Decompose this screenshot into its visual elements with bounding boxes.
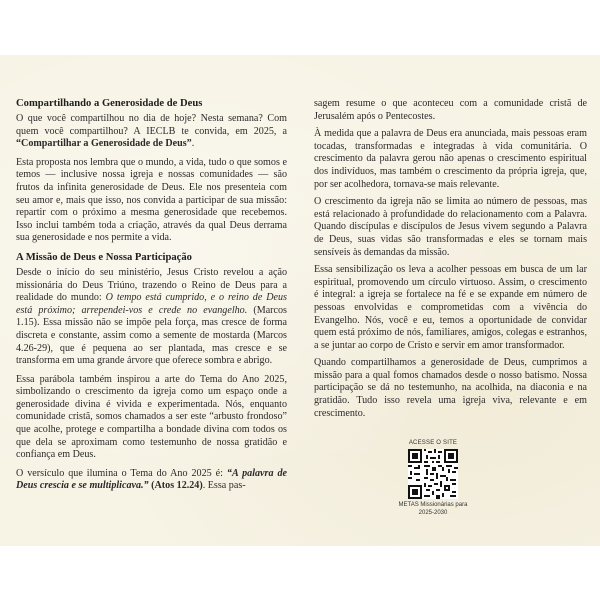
right-column <box>314 98 587 425</box>
qr-code-icon[interactable] <box>408 449 458 499</box>
heading-compartilhando: Compartilhando a Generosidade de Deus <box>16 98 203 109</box>
ministerio-quote: O tempo está cumprido, e o reino de Deus está próximo; arrependei-vos e crede no evangelho. <box>16 292 287 316</box>
qr-top-label: ACESSE O SITE <box>408 440 458 446</box>
versiculo-rest: . Essa pas- <box>202 480 246 492</box>
paragraph-crescimento: O crescimento da igreja não se limita ao número de pessoas, mas está relacionado à profundidade do relacionamento com a Palavra. Quando discípulas e discípulos de Jesus vivem segundo a Palavra de Deus, suas vidas são transformadas e eles se tornam mais sensíveis às demandas da missão. <box>314 196 587 258</box>
ministerio-text: Desde o início do seu ministério, Jesus Cristo revelou a ação missionária do Deus Triúno, trazendo o Reino de Deus para a realidade do mundo: <box>16 266 287 304</box>
intro-theme: “Compartilhar a Generosidade de Deus” <box>16 138 192 150</box>
qr-bottom-label-2: 2025-2030 <box>418 509 448 516</box>
paragraph-ministerio <box>16 267 287 368</box>
intro-text: O que você compartilhou no dia de hoje? Nesta semana? Com quem você compartilhou? A IECLB te convida, em 2025, a <box>16 113 287 137</box>
versiculo-quote: “A palavra de Deus crescia e se multiplicava.” <box>16 467 287 492</box>
qr-bottom-label-1: METAS Missionárias para <box>398 502 468 508</box>
qr-block <box>398 440 468 517</box>
paragraph-intro <box>16 113 287 151</box>
versiculo-ref: (Atos 12.24) <box>148 480 203 492</box>
heading-missao: A Missão de Deus e Nossa Participação <box>16 251 192 263</box>
ministerio-rest: (Marcos 1.15). Essa missão não se impõe pela força, mas cresce de forma discreta e constante, assim como a semente de mostarda (Marcos 4.26-29), que é pequena ao ser plantada, mas cresce e se transforma em uma grande árvore que oferece sombra e abrigo. <box>16 304 287 367</box>
left-column <box>16 97 287 499</box>
paragraph-palavra: À medida que a palavra de Deus era anunciada, mais pessoas eram tocadas, transformadas e integradas à vida comunitária. O crescimento da palavra gerou não apenas o crescimento espiritual dos indivíduos, mas também o crescimento da própria igreja, que, por ser acolhedora, tornava-se mais relevante. <box>314 128 587 190</box>
versiculo-text: O versículo que ilumina o Tema do Ano 2025 é: <box>16 467 227 479</box>
paragraph-proposta: Esta proposta nos lembra que o mundo, a vida, tudo o que somos e temos — inclusive nossa igreja e nossas comunidades — são frutos da infinita generosidade de Deus. Ele nos presenteia com seu amor e, mais que isso, nos convida a participar de sua missão: repartir com o próximo a mesma generosidade que recebemos. Isso inclui também toda a criação, através da qual Deus derrama sua generosidade e nos permite a vida. <box>16 156 287 244</box>
paragraph-batismo: Quando compartilhamos a generosidade de Deus, cumprimos a missão para a qual fomos chamados desde o nosso batismo. Nossa participação se dá no testemunho, na acolhida, na diaconia e na gratidão. Tudo isso revela uma igreja viva, relevante e em crescimento. <box>314 357 587 419</box>
qr-bottom-label <box>398 502 468 517</box>
paragraph-jerusalem: sagem resume o que aconteceu com a comunidade cristã de Jerusalém após o Pentecostes. <box>314 98 587 122</box>
intro-period: . <box>191 138 195 150</box>
paragraph-versiculo <box>16 468 287 493</box>
paragraph-parabola: Essa parábola também inspirou a arte do Tema do Ano 2025, simbolizando o crescimento da igreja como um espaço onde a generosidade divina é vivida e experimentada. Nós, enquanto comunidade cristã, somos chamados a ser este “arbusto frondoso” que acolhe, protege e compartilha a bondade divina com todos os que dela se aproximam como testemunho de nossa gratidão e confiança em Deus. <box>16 373 287 461</box>
paragraph-sensibilizacao: Essa sensibilização os leva a acolher pessoas em busca de um lar espiritual, promovendo um círculo virtuoso. Assim, o crescimento é integral: a igreja se fortalece na fé e se expande em número de pessoas envolvidas e comprometidas com a vivência do Evangelho. Nós, você e eu, temos a oportunidade de convidar quem está próximo de nós, familiares, amigos, colegas e estranhos, a se juntar ao corpo de Cristo e servir em amor transformador. <box>314 264 587 351</box>
